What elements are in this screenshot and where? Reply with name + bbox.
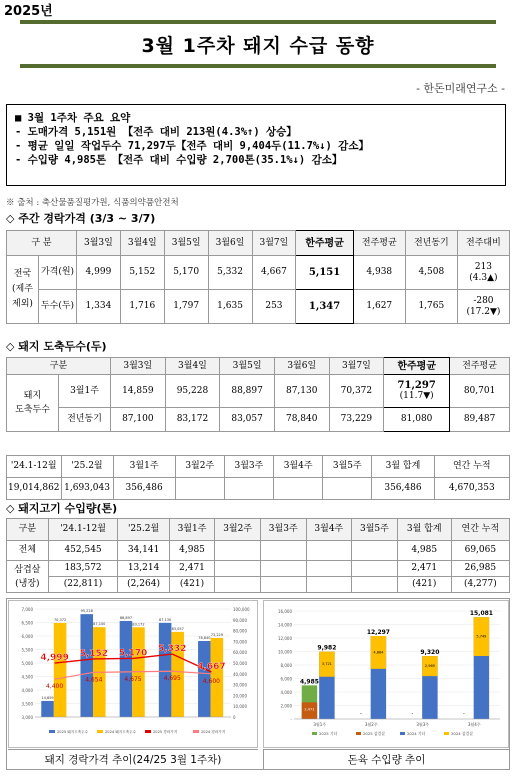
table-cell: 452,545 [48, 541, 118, 561]
y-tick-label: 8,000 [280, 663, 292, 668]
y-right-tick-label: 20,000 [233, 693, 247, 699]
bar-value-label: 95,228 [80, 609, 93, 614]
col-header: 연간 누적 [451, 519, 509, 541]
col-header: 3월4주 [274, 456, 323, 478]
page-title: 3월 1주차 돼지 수급 동향 [141, 35, 375, 57]
table-cell: 87,100 [111, 408, 166, 432]
col-header: 전주평균 [353, 231, 405, 256]
import-trend-chart [263, 600, 509, 748]
y-tick-label: 4,000 [280, 690, 292, 695]
table-cell [306, 541, 352, 561]
price-trend-chart [8, 600, 258, 748]
report-year: 2025년 [4, 4, 53, 19]
y-tick-label: 16,000 [278, 609, 292, 614]
table-cell [352, 561, 398, 577]
col-header: 구분 [7, 358, 111, 375]
table-cell: 253 [252, 290, 296, 324]
col-header: 3월 합계 [372, 456, 434, 478]
y-right-tick-label: 100,000 [233, 607, 250, 612]
bar-value-label: 87,130 [159, 617, 172, 622]
legend-label: 2025 삼겹살 [363, 731, 385, 736]
bar-value-label: 87,100 [93, 622, 106, 627]
import-table [6, 518, 510, 593]
price-2025-label: 5,170 [118, 648, 148, 659]
table-cell: 78,840 [274, 408, 329, 432]
legend-swatch [400, 732, 405, 735]
price-2024-label: 4,695 [163, 675, 181, 683]
table-cell: 4,999 [77, 256, 121, 290]
table-cell: 4,508 [405, 256, 457, 290]
row-label: 전체 [7, 541, 49, 561]
table-cell: 89,487 [450, 408, 510, 432]
x-tick-label: 3월2주 [364, 722, 378, 727]
table-cell: 356,486 [113, 478, 175, 500]
price-2024-label: 4,654 [85, 676, 103, 684]
table-cell: 73,229 [329, 408, 384, 432]
y-right-tick-label: 90,000 [233, 617, 247, 623]
table-cell: (2,264) [118, 577, 169, 593]
table-cell: (421) [397, 577, 451, 593]
slaughter-table [6, 357, 510, 432]
summary-box [6, 104, 506, 186]
table-cell-change [457, 290, 509, 324]
y-tick-label: 2,000 [280, 703, 292, 709]
bar-2025 [41, 701, 54, 717]
row-label: 두수(두) [39, 290, 77, 324]
row-label: 3월1주 [59, 375, 111, 408]
table-cell: 1,334 [77, 290, 121, 324]
y-left-tick-label: 4,000 [21, 688, 33, 693]
table-cell: 70,372 [329, 375, 384, 408]
table-cell: 5,170 [164, 256, 208, 290]
table-cell: (4,277) [451, 577, 509, 593]
table-cell: 26,985 [451, 561, 509, 577]
y-left-tick-label: 7,000 [21, 607, 33, 612]
summary-line-import: - 수입량 4,985톤 【전주 대비 수입량 2,700톤(35.1%↓) 감소】 [15, 154, 343, 166]
col-header: 전주대비 [457, 231, 509, 256]
table-cell: 34,141 [118, 541, 169, 561]
price-chart-caption: 돼지 경락가격 추이(24/25 3월 1주차) [8, 749, 258, 769]
y-right-tick-label: 10,000 [233, 704, 247, 710]
col-header: 3월2주 [215, 519, 261, 541]
y-right-tick-label: 30,000 [233, 682, 247, 688]
col-header: 3월5일 [220, 358, 275, 375]
y-left-tick-label: 6,500 [21, 620, 33, 626]
col-header: 3월2주 [175, 456, 224, 478]
table-cell: 14,859 [111, 375, 166, 408]
col-header: 3월3주 [224, 456, 273, 478]
weekly-avg-value: 71,297 [397, 380, 436, 391]
price-2024-label: 4,600 [202, 677, 220, 685]
table-cell [215, 561, 261, 577]
change-value: 213 [474, 261, 493, 272]
table-cell [306, 561, 352, 577]
table-cell-weekly-avg: 1,347 [296, 290, 353, 324]
table-cell [323, 478, 372, 500]
table-cell: 87,130 [274, 375, 329, 408]
bar-value-label: 83,172 [132, 622, 145, 627]
row-label: 삼겹살 (냉장) [7, 561, 49, 593]
bar-value-label: 14,859 [41, 695, 54, 700]
table-cell: (22,811) [48, 577, 118, 593]
bar-2024-belly-label: 2,969 [424, 664, 435, 669]
row-group-label: 돼지 도축두수 [7, 375, 59, 432]
weekly-avg-change: (11.7▼) [399, 391, 434, 401]
y-right-tick-label: 50,000 [233, 661, 247, 666]
col-header: '25.2월 [118, 519, 169, 541]
section-slaughter: ◇ 돼지 도축두수(두) [6, 340, 107, 353]
bar-2025-total-label: 4,985 [299, 678, 319, 686]
change-percent: (4.3▲) [469, 272, 498, 283]
price-trend-svg [9, 601, 257, 747]
bar-2024-total-label: 9,320 [420, 649, 440, 657]
bar-value-label: 70,372 [53, 617, 67, 622]
legend-swatch [193, 730, 199, 733]
legend-swatch [145, 730, 151, 733]
bar-value-label: 83,057 [171, 626, 184, 631]
bar-empty-dash: - [463, 711, 465, 717]
bar-2025 [159, 623, 172, 717]
organization: - 한돈미래연구소 - [416, 82, 505, 95]
table-cell: 4,938 [353, 256, 405, 290]
table-cell: 5,152 [120, 256, 164, 290]
charts-panel [6, 598, 510, 770]
table-cell [352, 577, 398, 593]
table-cell: 4,985 [169, 541, 215, 561]
col-header: 3월5주 [323, 456, 372, 478]
col-header: 연간 누적 [434, 456, 509, 478]
price-2025-label: 5,152 [79, 648, 109, 659]
legend-label: 2024 삼겹살 [451, 731, 473, 736]
x-tick-label: 3월3주 [416, 722, 430, 727]
bar-empty-dash: - [411, 711, 414, 717]
table-cell-weekly-avg: 81,080 [384, 408, 450, 432]
table-cell: (421) [169, 577, 215, 593]
title-rule-bottom [20, 64, 496, 68]
y-left-tick-label: 6,000 [21, 634, 33, 639]
y-left-tick-label: 3,500 [21, 701, 33, 707]
y-right-tick-label: 60,000 [233, 650, 247, 656]
table-cell: 83,172 [165, 408, 220, 432]
y-right-tick-label: 80,000 [233, 628, 247, 634]
table-cell: 69,065 [451, 541, 509, 561]
bar-2025 [80, 614, 93, 717]
table-cell: 1,693,043 [61, 478, 113, 500]
y-tick-label: 12,000 [278, 636, 292, 641]
table-cell-change [457, 256, 509, 290]
y-left-tick-label: 5,500 [21, 647, 33, 653]
table-cell: 88,897 [220, 375, 275, 408]
col-header: '24.1-12월 [7, 456, 62, 478]
table-cell: 183,572 [48, 561, 118, 577]
y-tick-label: - [290, 717, 292, 722]
table-cell: 13,214 [118, 561, 169, 577]
section-price: ◇ 주간 경락가격 (3/3 ~ 3/7) [6, 212, 156, 225]
table-cell: 2,471 [397, 561, 451, 577]
table-cell: 2,471 [169, 561, 215, 577]
bar-2024-total-label: 15,081 [469, 610, 493, 618]
slaughter-cumulative-table [6, 455, 510, 500]
table-cell: 4,670,353 [434, 478, 509, 500]
table-cell [175, 478, 224, 500]
price-2025-label: 5,332 [157, 644, 187, 655]
table-cell [215, 541, 261, 561]
legend-label: 2024 경락가격 [201, 730, 226, 734]
x-tick-label: 3월1주 [313, 722, 327, 727]
price-table [6, 230, 510, 324]
y-tick-label: 10,000 [278, 649, 292, 655]
legend-label: 2025 경락가격 [153, 730, 178, 734]
table-cell-weekly-avg [384, 375, 450, 408]
table-cell: 1,765 [405, 290, 457, 324]
table-cell-weekly-avg: 5,151 [296, 256, 353, 290]
table-cell: 1,797 [164, 290, 208, 324]
col-header: 3월7일 [252, 231, 296, 256]
y-left-tick-label: 3,000 [21, 715, 33, 720]
table-cell [260, 577, 306, 593]
table-cell: 95,228 [165, 375, 220, 408]
bar-2024-belly-label: 3,721 [321, 662, 332, 667]
col-header: 구분 [7, 519, 49, 541]
col-header: 전년동기 [405, 231, 457, 256]
table-cell [224, 478, 273, 500]
legend-swatch [444, 732, 449, 735]
col-header: 3월6일 [274, 358, 329, 375]
price-2024-label: 4,400 [46, 683, 64, 691]
col-header-weekly-avg: 한주평균 [384, 358, 450, 375]
col-header: 3월7일 [329, 358, 384, 375]
table-cell: 19,014,862 [7, 478, 62, 500]
table-cell [352, 541, 398, 561]
summary-heading: ■ 3월 1주차 주요 요약 [15, 112, 131, 124]
bar-value-label: 88,897 [119, 615, 133, 620]
bar-value-label: 73,229 [210, 632, 224, 637]
change-percent: (17.2▼) [466, 306, 501, 317]
col-header: 3월4일 [120, 231, 164, 256]
import-chart-caption: 돈육 수입량 추이 [263, 749, 509, 769]
bar-2025-belly-label: 2,471 [304, 707, 315, 712]
y-right-tick-label: 70,000 [233, 639, 247, 645]
col-header: '25.2월 [61, 456, 113, 478]
table-cell: 80,701 [450, 375, 510, 408]
col-header: 3월1주 [113, 456, 175, 478]
col-header: 3월4일 [165, 358, 220, 375]
y-left-tick-label: 5,000 [21, 661, 33, 666]
table-cell [274, 478, 323, 500]
table-cell [215, 577, 261, 593]
row-label: 전년동기 [59, 408, 111, 432]
col-header: 3월4주 [306, 519, 352, 541]
y-right-tick-label: 40,000 [233, 671, 247, 677]
table-cell [306, 577, 352, 593]
bar-2024-total-label: 9,982 [317, 644, 337, 652]
title-block [20, 20, 496, 68]
table-cell: 4,667 [252, 256, 296, 290]
bar-2024-total-label: 12,297 [366, 628, 390, 636]
legend-swatch [49, 730, 55, 733]
legend-swatch [97, 730, 103, 733]
bar-2025 [120, 621, 133, 717]
y-tick-label: 6,000 [280, 676, 292, 682]
source-note: ※ 출처 : 축산물품질평가원, 식품의약품안전처 [6, 198, 179, 208]
bar-empty-dash: - [360, 711, 362, 717]
col-header: 3월1주 [169, 519, 215, 541]
table-cell: 83,057 [220, 408, 275, 432]
col-header: 전주평균 [450, 358, 510, 375]
price-2025-label: 4,999 [40, 653, 69, 664]
legend-label: 2025 기타 [319, 731, 338, 736]
col-header: '24.1-12월 [48, 519, 118, 541]
table-cell: 1,716 [120, 290, 164, 324]
x-tick-label: 3월4주 [467, 722, 481, 727]
legend-swatch [356, 732, 361, 735]
legend-label: 2025 돼지도축두수 [57, 730, 89, 734]
table-cell: 4,985 [397, 541, 451, 561]
legend-label: 2024 기타 [407, 731, 426, 736]
table-cell [260, 561, 306, 577]
change-value: -280 [473, 295, 494, 306]
col-header: 3월 합계 [397, 519, 451, 541]
col-header-weekly-avg: 한주평균 [296, 231, 353, 256]
col-header: 3월5주 [352, 519, 398, 541]
col-header: 3월3일 [77, 231, 121, 256]
bar-2024-belly-label: 4,864 [373, 650, 384, 655]
y-right-tick-label: 0 [233, 715, 236, 720]
legend-swatch [312, 732, 317, 735]
bar-value-label: 78,840 [198, 635, 211, 640]
table-cell: 5,332 [208, 256, 252, 290]
summary-line-price: - 도매가격 5,151원 【전주 대비 213원(4.3%↑) 상승】 [15, 126, 297, 138]
col-header: 3월6일 [208, 231, 252, 256]
region-label: 전국 (제주 제외) [7, 256, 39, 324]
price-2024-label: 4,675 [124, 675, 142, 683]
col-header: 구 분 [7, 231, 77, 256]
col-header: 3월3주 [260, 519, 306, 541]
y-left-tick-label: 4,500 [21, 674, 33, 680]
section-import: ◇ 돼지고기 수입량(톤) [6, 502, 118, 515]
y-tick-label: 14,000 [278, 622, 292, 628]
row-label: 가격(원) [39, 256, 77, 290]
bar-2024-belly-label: 5,749 [476, 634, 487, 639]
price-2025-label: 4,667 [197, 661, 226, 672]
legend-label: 2024 돼지도축두수 [105, 730, 137, 734]
table-cell [260, 541, 306, 561]
bar-2024 [54, 623, 67, 717]
table-cell: 1,627 [353, 290, 405, 324]
col-header: 3월3일 [111, 358, 166, 375]
table-cell: 356,486 [372, 478, 434, 500]
import-trend-svg [264, 601, 508, 747]
summary-line-slaughter: - 평균 일일 작업두수 71,297두【전주 대비 9,404두(11.7%↓) 감소】 [15, 140, 369, 152]
table-cell: 1,635 [208, 290, 252, 324]
col-header: 3월5일 [164, 231, 208, 256]
